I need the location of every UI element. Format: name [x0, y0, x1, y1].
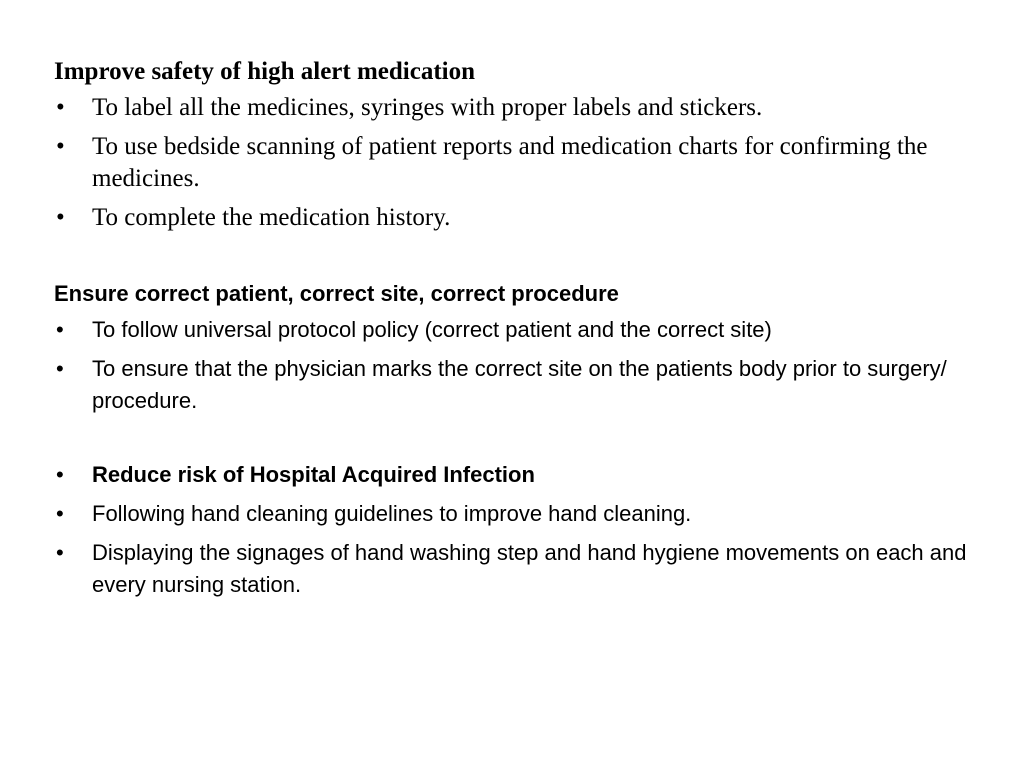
list-item-text: To use bedside scanning of patient reports and medication charts for confirming the medicines.: [92, 133, 928, 192]
list-item: [54, 537, 984, 601]
list-item: [54, 459, 984, 491]
list-item: [54, 202, 984, 234]
bullet-list: [54, 459, 984, 601]
bullet-icon: •: [56, 356, 64, 381]
bullet-icon: •: [56, 317, 64, 342]
bullet-list: [54, 314, 984, 417]
section-heading: Improve safety of high alert medication: [54, 58, 476, 85]
section-heading: Ensure correct patient, correct site, correct procedure: [54, 281, 619, 306]
list-item-text: To complete the medication history.: [92, 204, 451, 231]
bullet-icon: •: [56, 133, 65, 160]
bullet-icon: •: [56, 501, 64, 526]
list-item: [54, 498, 984, 530]
list-item: [54, 131, 984, 195]
section-correct-patient-site-procedure: [54, 278, 984, 417]
list-item-text: To label all the medicines, syringes with proper labels and stickers.: [92, 94, 763, 121]
bullet-icon: •: [56, 540, 64, 565]
bullet-list: [54, 92, 984, 234]
bullet-icon: •: [56, 94, 65, 121]
list-item-text: To follow universal protocol policy (correct patient and the correct site): [92, 317, 772, 342]
list-item: [54, 314, 984, 346]
section-high-alert-medication: [54, 56, 984, 234]
section-hospital-acquired-infection: [54, 459, 984, 601]
list-item-text: Following hand cleaning guidelines to improve hand cleaning.: [92, 501, 692, 526]
list-item: [54, 92, 984, 124]
list-item: [54, 353, 984, 417]
list-item-text: Reduce risk of Hospital Acquired Infection: [92, 462, 535, 487]
list-item-text: To ensure that the physician marks the correct site on the patients body prior to surgery/ procedure.: [92, 356, 947, 413]
bullet-icon: •: [56, 204, 65, 231]
list-item-text: Displaying the signages of hand washing step and hand hygiene movements on each and every nursing station.: [92, 540, 967, 597]
bullet-icon: •: [56, 462, 64, 487]
